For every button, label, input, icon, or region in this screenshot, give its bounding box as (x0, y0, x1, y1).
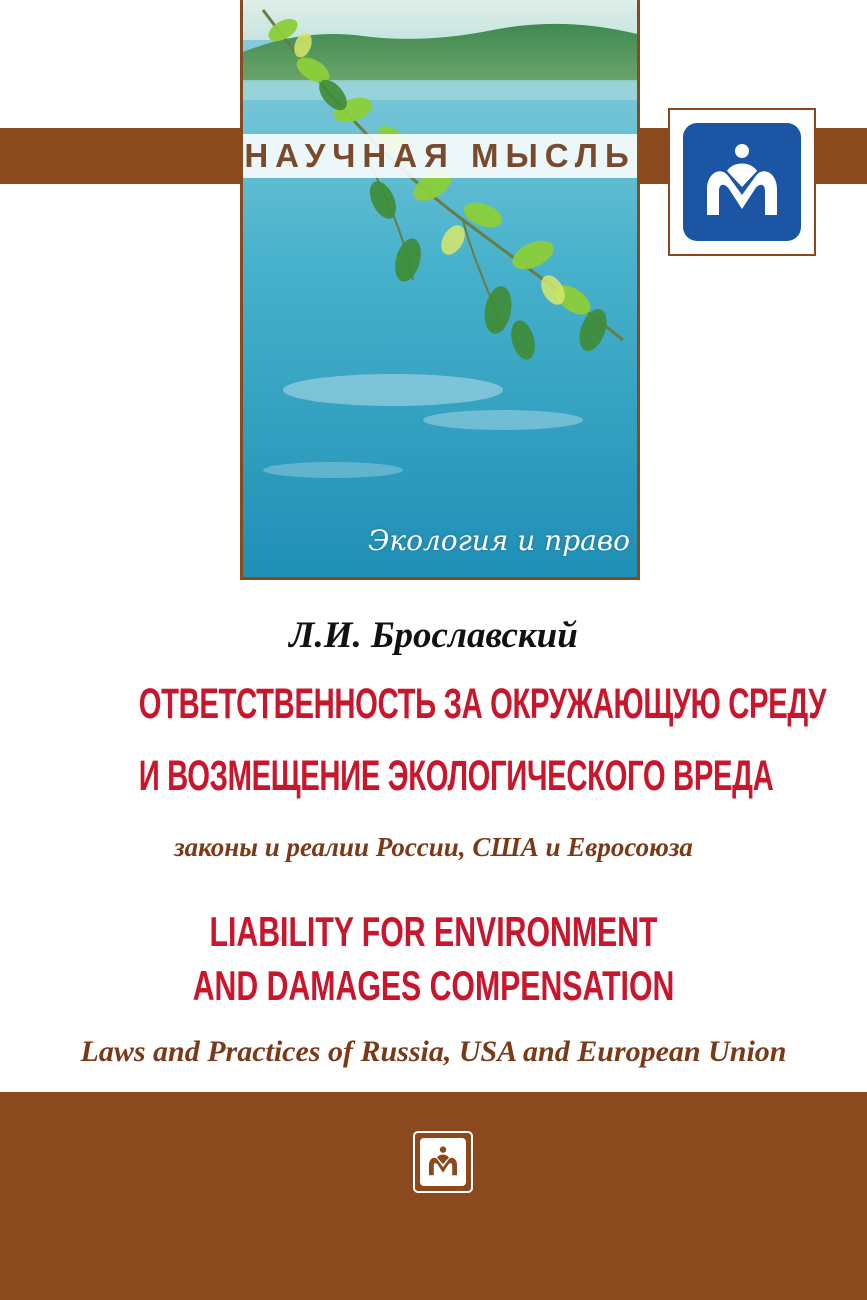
publisher-emblem-inner (420, 1138, 466, 1186)
author-name: Л.И. Брославский (289, 615, 578, 656)
bottom-brown-band (0, 1092, 867, 1300)
title-ru-line1: ОТВЕТСТВЕННОСТЬ ЗА ОКРУЖАЮЩУЮ СРЕДУ (138, 680, 827, 728)
title-ru-line2: И ВОЗМЕЩЕНИЕ ЭКОЛОГИЧЕСКОГО ВРЕДА (138, 752, 774, 800)
lake-leaves-photo (240, 0, 640, 580)
publisher-logo-icon (683, 123, 801, 241)
title-en-line2: AND DAMAGES COMPENSATION (192, 962, 675, 1009)
title-en-line1: LIABILITY FOR ENVIRONMENT (209, 908, 658, 955)
subtitle-en: Laws and Practices of Russia, USA and European Union (80, 1035, 787, 1068)
series-label: НАУЧНАЯ МЫСЛЬ (243, 134, 637, 178)
publisher-emblem-icon (413, 1131, 473, 1193)
subtitle-ru: законы и реалии России, США и Евросоюза (174, 832, 693, 862)
publisher-logo-frame (668, 108, 816, 256)
subseries-label: Экология и право (367, 524, 630, 557)
